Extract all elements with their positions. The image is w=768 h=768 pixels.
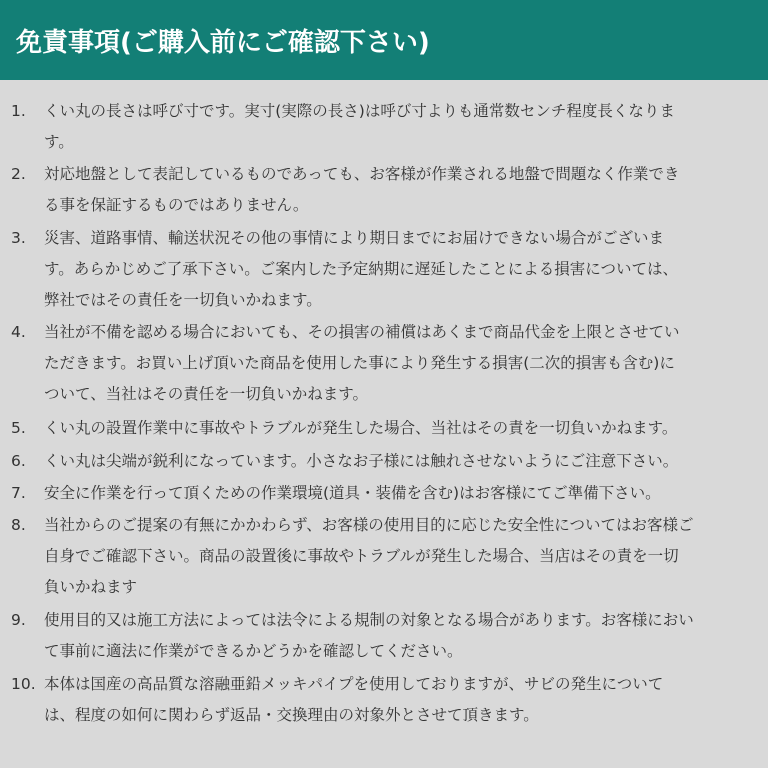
item-number: 1. — [11, 102, 26, 120]
item-text-line: 当社が不備を認める場合においても、その損害の補償はあくまで商品代金を上限とさせてい — [44, 323, 680, 341]
item-text-line: て事前に適法に作業ができるかどうかを確認してください。 — [44, 642, 463, 660]
disclaimer-item — [0, 222, 768, 317]
item-text-line: ただきます。お買い上げ頂いた商品を使用した事により発生する損害(二次的損害も含む)に — [44, 354, 675, 372]
item-text-line: る事を保証するものではありません。 — [44, 196, 309, 214]
item-number: 9. — [11, 611, 26, 629]
item-text-line: は、程度の如何に関わらず返品・交換理由の対象外とさせて頂きます。 — [44, 706, 539, 724]
item-text-line: 弊社ではその責任を一切負いかねます。 — [44, 291, 322, 309]
item-text-line: す。 — [44, 133, 74, 151]
item-number: 4. — [11, 323, 26, 341]
item-text-line: 災害、道路事情、輸送状況その他の事情により期日までにお届けできない場合がございま — [44, 229, 665, 247]
page-title: 免責事項(ご購入前にご確認下さい) — [16, 27, 430, 58]
item-text-line: 当社からのご提案の有無にかかわらず、お客様の使用目的に応じた安全性についてはお客様ご — [44, 516, 694, 534]
disclaimer-item — [0, 604, 768, 668]
disclaimer-list — [0, 80, 768, 768]
item-text-line: 本体は国産の高品質な溶融亜鉛メッキパイプを使用しておりますが、サビの発生について — [44, 675, 664, 693]
item-text-line: 対応地盤として表記しているものであっても、お客様が作業される地盤で問題なく作業でき — [44, 165, 680, 183]
disclaimer-item — [0, 95, 768, 159]
disclaimer-item — [0, 445, 768, 478]
item-text-line: くい丸の長さは呼び寸です。実寸(実際の長さ)は呼び寸よりも通常数センチ程度長くなりま — [44, 102, 675, 120]
item-text-line: ついて、当社はその責任を一切負いかねます。 — [44, 385, 368, 403]
item-number: 3. — [11, 229, 26, 247]
item-text-line: す。あらかじめご了承下さい。ご案内した予定納期に遅延したことによる損害については、 — [44, 260, 678, 278]
disclaimer-item — [0, 316, 768, 411]
item-number: 7. — [11, 484, 26, 502]
item-text-line: 安全に作業を行って頂くための作業環境(道具・装備を含む)はお客様にてご準備下さい。 — [44, 484, 661, 502]
item-number: 6. — [11, 452, 26, 470]
header-banner — [0, 0, 768, 80]
item-number: 10. — [11, 675, 36, 693]
disclaimer-item — [0, 668, 768, 732]
disclaimer-item — [0, 412, 768, 445]
item-text-line: 使用目的又は施工方法によっては法令による規制の対象となる場合があります。お客様におい — [44, 611, 694, 629]
item-text-line: 負いかねます — [44, 578, 138, 596]
item-text-line: 自身でご確認下さい。商品の設置後に事故やトラブルが発生した場合、当店はその責を一切 — [44, 547, 679, 565]
disclaimer-item — [0, 158, 768, 222]
disclaimer-item — [0, 477, 768, 510]
item-text-line: くい丸の設置作業中に事故やトラブルが発生した場合、当社はその責を一切負いかねます。 — [44, 419, 678, 437]
item-number: 2. — [11, 165, 26, 183]
item-number: 5. — [11, 419, 26, 437]
disclaimer-item — [0, 509, 768, 604]
item-number: 8. — [11, 516, 26, 534]
item-text-line: くい丸は尖端が鋭利になっています。小さなお子様には触れさせないようにご注意下さい。 — [44, 452, 679, 470]
